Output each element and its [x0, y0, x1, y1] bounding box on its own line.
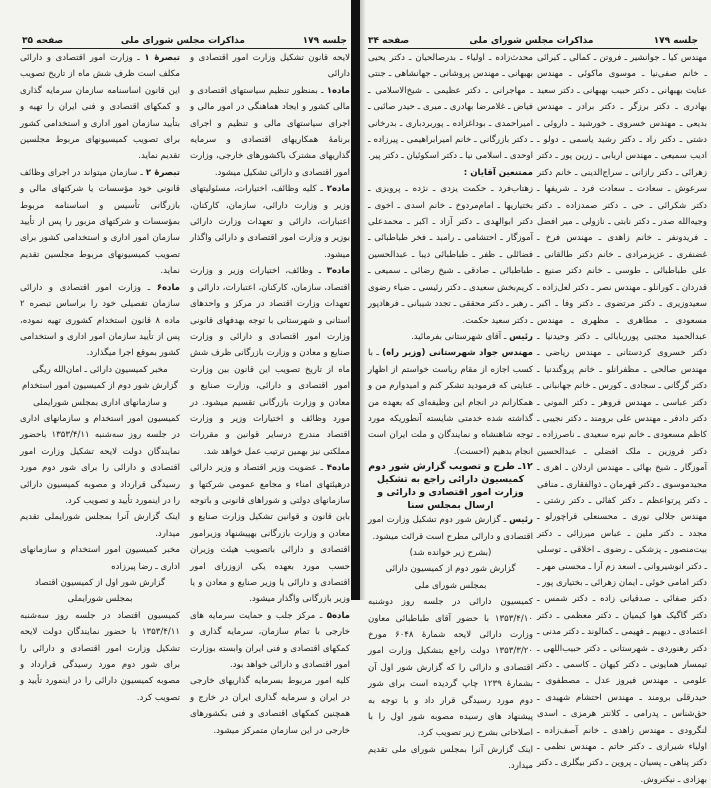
article-label: تبصرهٔ ۲: [145, 167, 180, 178]
article-label: ماده۶: [156, 282, 180, 293]
paragraph: مخبر کمیسیون امور استخدام و سازمانهای اداری ـ رضا پیرزاده: [20, 545, 180, 572]
centered-line: (بشرح زیر خوانده شد): [409, 547, 492, 558]
paragraph: اینک گزارش آنرا بمجلس شورایملی تقدیم میدارد.: [20, 512, 180, 539]
article-label: تبصرهٔ ۱: [144, 53, 180, 63]
article-text: ـ آقای شهرستانی بفرمائید.: [411, 331, 510, 342]
text-column: [20, 50, 180, 706]
centered-line: بمجلس شورای ملی: [414, 580, 487, 591]
article-paragraph: [190, 83, 350, 181]
paragraph: زهتاب‌فرد ـ حکمت یزدی ـ نژده ـ پرویزی ـ بختیاریها ـ امام‌مردوخ ـ خانم اسدی ـ اخوی ـ دکتر ابوالهدی ـ دکتر آزاد ـ اکبر ـ محمدعلی آموزگار ـ احتشامی ـ رامبد ـ فخر طباطبائی ـ فضائلی ـ ظفر ـ طباطبائی دیبا ـ عبدالحسین طباطبائی ـ صادقی ـ شیخ رضائی ـ سمیعی ـ کریم‌بخش سعیدی ـ دکتر رئیسی ـ ضیاء رضوی ـ رهبر ـ دکتر محققی ـ تجدد شیبانی ـ فرهادپور ـ دکتر سعید حکمت.: [368, 184, 533, 326]
paragraph: محدث‌زاده ـ اولیاء ـ بدرصالحیان ـ دکتر یحیی بهبهانی ـ مهندس پروشانی ـ جهانشاهی ـ جنتی ـ مهاجرانی ـ دکتر عظیمی ـ شیخ‌الاسلامی ـ فیاض ـ غلامرضا بهادری ـ میری ـ حیدر صائبی ـ امیراحمدی ـ بوداغزاده ـ پوربردباری ـ بدرخانی ـ دکتر بازرگانی ـ خانم امیرابراهیمی ـ پیرزاده ـ اوحدی ـ اسلامی نیا ـ دکتر اسکوئیان ـ دکتر پیر.: [368, 53, 533, 162]
article-text: ـ با کسب اجازه از مقام ریاست خواستم از اظهار عنایتی که فرمودید تشکر کنم و امیدوارم من و همکارانم در انجام این وظیفه‌ای که بعهده من گذاشته شده خدمتی شایسته آنطوریکه مورد توجه شاهنشاه و نمایندگان و ملت ایران است انجام بدهیم (احسنت).: [368, 348, 533, 457]
page-number: صفحه ۳۵: [22, 36, 64, 46]
article-paragraph: [190, 181, 350, 263]
text-column: [537, 50, 707, 788]
section-heading: ۱۲ـ طرح و تصویب گزارش شور دوم کمیسیون دارائی راجع به تشکیل وزارت امور اقتصادی و دارائی و ارسال بمجلس سنا: [368, 461, 533, 512]
book-spine: [351, 0, 360, 600]
right-page: [362, 0, 711, 785]
paragraph: کمیسیون امور استخدام و سازمانهای اداری در جلسه روز سه‌شنبه ۱۳۵۳/۴/۱۱ باحضور نمایندگان دولت لایحه تشکیل وزارت امور اقتصادی و دارائی را برای شور دوم مورد رسیدگی قرارداد و مصوبه کمیسیون دارائی را در اینمورد تأیید و تصویب کرد.: [20, 413, 180, 506]
paragraph: کمیسیون اقتصاد در جلسه روز سه‌شنبه ۱۳۵۳/۴/۱۱ با حضور نمایندگان دولت لایحه تشکیل وزارت امور اقتصادی و دارائی را برای شور دوم مورد رسیدگی قرارداد و مصوبه کمیسیون دارائی را در اینمورد تأیید و تصویب کرد.: [20, 610, 180, 703]
paragraph: کمیسیون دارائی در جلسه روز دوشنبه ۱۳۵۳/۴/۱۰ با حضور آقای طباطبائی معاون وزارت دارائی لایحه شمارهٔ ۶۰۴۸ مورخ ۱۳۵۳/۳/۲۰ دولت راجع بتشکیل وزارت امور اقتصادی و دارائی را که گزارش شور اول آن بشمارهٔ ۱۲۳۹ چاپ گردیده است برای شور دوم مورد رسیدگی قرار داد و با توجه به پیشنهاد های رسیده مصوبه شور اول را با اصلاحاتی بشرح زیر تصویب کرد.: [368, 597, 533, 739]
centered-line: بمجلس شورایملی: [67, 594, 133, 605]
article-paragraph: [190, 608, 350, 674]
article-text: ـ سازمان میتواند در اجرای وظائف قانونی خود مؤسسات یا شرکتهای مالی و بازرگانی تأسیس و اساسنامه مربوط بمؤسسات و شرکتهای مزبور را پس از تأیید سازمان امور اداری و استخدامی کشور برای تصویب کمیسیونهای مربوط مجلسین تقدیم نماید.: [20, 167, 180, 277]
page-number: صفحه ۳۴: [368, 36, 410, 46]
paragraph: کلیه امور مربوط بسرمایه گذاریهای خارجی در ایران و سرمایه گذاری ایران در خارج و همچنین کمکهای اقتصادی و فنی بکشورهای خارجی در این سازمان متمرکز میشود.: [190, 676, 350, 736]
page-header: [22, 34, 347, 49]
centered-line: مخبر کمیسیون دارائی ـ امان‌الله ریگی: [32, 364, 168, 375]
article-label: رئیس: [509, 515, 533, 526]
article-text: ـ بمنظور تنظیم سیاستهای اقتصادی و مالی کشور و ایجاد هماهنگی در امور مالی و اجرای سیاستهای مالی و تنظیم و اجرای برنامهٔ همکاریهای اقتصادی و سرمایه گذاریهای مشترک باکشورهای خارجی، وزارت امور اقتصادی و دارائی تشکیل میشود.: [190, 85, 350, 178]
centered-line: گزارش شور اول از کمیسیون اقتصاد: [34, 578, 166, 588]
article-text: ـ مرکز جلب و حمایت سرمایه های خارجی با تمام سازمان، سرمایه گذاری و کمکهای اقتصادی و فنی ایران وابسته بوزارت امور اقتصادی و دارائی خواهد بود.: [190, 610, 350, 671]
running-title: مذاکرات مجلس شورای ملی: [469, 36, 594, 46]
paragraph: ممتنعین آقایان :: [463, 167, 533, 178]
article-label: مهندس جواد شهرستانی (وزیر راه): [382, 348, 533, 359]
article-paragraph: [20, 280, 180, 362]
article-text: ـ وظائف، اختیارات وزیر و وزارت اقتصاد، سازمان، کارکنان، اعتبارات، دارائی و تعهدات وزارت اقتصاد در مرکز و واحدهای استانی و شهرستانی با توجه بهدفهای قانونی وزارت امور اقتصادی و دارائی و وزارت صنایع و معادن و وزارت بازرگانی ظرف شش ماه از تاریخ تصویب این قانون بین وزارت امور اقتصادی و دارائی، وزارت صنایع و معادن و وزارت بازرگانی تقسیم میشود. در مورد وظائف و اختیارات وزیر و وزارت اقتصاد مندرج درسایر قوانین و مقررات مملکتی نیز بهمین ترتیب عمل خواهد شد.: [190, 266, 350, 457]
article-text: ـ عضویت وزیر اقتصاد و وزیر دارائی درهیئتهای امناء و مجامع عمومی شرکتها و سازمانهای دولتی و شوراهای قانونی و باتوجه باین قانون و قوانین تشکیل وزارت صنایع و معادن و وزارت بازرگانی بهپیشنهاد وزیرامور اقتصادی و دارائی باتصویب هیئت وزیران حسب مورد بعهده یکی ازوزرای امور اقتصادی و دارائی یا وزیر صنایع و معادن و یا وزیر بازرگانی واگذار میشود.: [190, 463, 350, 605]
article-label: رئیس: [509, 331, 533, 342]
article-text: ـ کلیه وظائف، اختیارات، مسئولیتهای وزیر و وزارت دارائی، سازمان، کارکنان، اعتبارات، دارائی و تعهدات وزارت دارائی بوزیر و وزارت امور اقتصادی و دارائی واگذار میشود.: [190, 184, 350, 260]
centered-line: گزارش شور دوم از کمیسیون دارائی: [385, 564, 516, 575]
article-paragraph: [20, 50, 180, 165]
article-paragraph: [20, 165, 180, 280]
centered-line: گزارش شور دوم از کمیسیون امور استخدام و سازمانهای اداری بمجلس شورایملی: [21, 381, 179, 408]
left-page: [0, 0, 352, 736]
text-column: [368, 50, 533, 775]
article-text: ـ وزارت امور اقتصادی و دارائی سازمان تفصیلی خود را براساس تبصره ۲ ماده ۸ قانون استخدام کشوری تهیه نموده، پس از تأیید سازمان امور اداری و استخدامی کشور بموقع اجرا میگذارد.: [20, 282, 180, 359]
article-text: ـ گزارش شور دوم تشکیل وزارت امور اقتصادی و دارائی مطرح است قرائت میشود.: [368, 515, 533, 542]
article-paragraph: [368, 512, 533, 545]
session-number: جلسه ۱۷۹: [302, 36, 347, 46]
article-paragraph: [190, 460, 350, 608]
article-paragraph: [368, 345, 533, 460]
paragraph: مهندس کیا ـ جوانشیر ـ فروتن ـ کمالی ـ کبرائی ـ خانم صفی‌نیا ـ موسوی ماکوئی ـ مهندس عنایت بهبهانی ـ دکتر حبیب بهبهانی ـ دکتر سعید بهادری ـ دکتر برزگر ـ دکتر برادر ـ مهندس بدیعی ـ مهندس خسروی ـ خورشید ـ داروئی ـ دشتی ـ دکتر راد ـ دکتر رشید یاسمی ـ دولو ـ ادیب سمیعی ـ مهندس اربابی ـ زرین پور ـ دکتر زهرائی ـ دکتر رازانی ـ سراج‌الدینی ـ خانم دکتر سرعوش ـ سعادت ـ سعادت فرد ـ شریفها ـ دکتر شکرائی ـ حی ـ دکتر صمدزاده ـ دکتر وجیه‌الله صدر ـ دکتر نابتی ـ نازولی ـ میر افضل ـ فریدونفر ـ خانم زاهدی ـ مهندس فرخ ـ غضنفری ـ عزیزمرادی ـ خانم دکتر طالقانی ـ علی طباطبائی ـ طوسی ـ خانم دکتر صنیع ـ قدردان ـ کورانلو ـ مهندس نصر ـ دکتر لعل‌زاده ـ سعیدوزیری ـ دکتر مرتضوی ـ دکتر وفا ـ اکبر مسعودی ـ مطاهری ـ مظهری ـ مهندس عبدالحمید مجتبی پورربابائی ـ دکتر وحیدنیا ـ دکتر خسروی کردستانی ـ مهندس ریاضی ـ مهندس صالحی ـ مظفرانلو ـ خانم پروگندنیا ـ دکتر گرگانی ـ سجادی ـ کورس ـ خانم جهانبانی ـ دکتر عباسی ـ مهندس فروهر ـ دکتر المونی ـ دکتر دادفر ـ مهندس علی برومند ـ دکتر نجیبی ـ کاظم مسعودی ـ خانم نیره سعیدی ـ ناصرزاده ـ دکتر فروزین ـ ملک افضلی ـ عبدالحسین آموزگار ـ شیخ بهائی ـ مهندس اردلان ـ اهری ـ مجیدموسوی ـ دکتر قهرمان ـ ذوالفقاری ـ منافی ـ دکتر پرتواعظم ـ دکتر کفائی ـ دکتر رشتی ـ مهندس جلالی نوری ـ محسنعلی قراچورلو ـ مجدد ـ دکتر ملین ـ عباس میرزائی ـ دکتر بیت‌منصور ـ پزشکی ـ رضوی ـ اخلاقی ـ توسلی ـ دکتر انوشیروانی ـ اسعد زم آرا ـ محسنی مهر ـ دکتر امامی خوئی ـ ایمان زهرائی ـ بختیاری پور ـ دکتر صفائی ـ صدقیانی زاده ـ دکتر شمس ـ دکتر گاگیک هوا کیمیان ـ دکتر معظمی ـ دکتر اعتمادی ـ دیهیم ـ فهیمی ـ کمالوند ـ دکتر مدنی ـ دکتر رهنوردی ـ شهرستانی ـ دکتر حبیب‌اللهی ـ تیمسار همایونی ـ دکتر کیهان ـ کاسمی ـ دکتر علومی ـ مهندس فیروز عدل ـ مصطفوی ـ حیدرقلی برومند ـ مهندس احتشام شهیدی ـ حق‌شناس ـ پدرامی ـ کلانتر هرمزی ـ اسدی لنگرودی ـ مهندس زاهدی ـ خانم آصف‌زاده ـ اولیاء شیرازی ـ دکتر حاتم ـ مهندس نظمی ـ دکتر پناهی ـ پسیان ـ پروین ـ دکتر بیگلری ـ دکتر بهزادی ـ نیکنروش.: [536, 53, 707, 785]
article-text: ـ وزارت امور اقتصادی و دارائی مکلف است ظرف شش ماه از تاریخ تصویب این قانون اساسنامه سازمان سرمایه گذاری و کمکهای اقتصادی و فنی ایران را تهیه و بتأیید سازمان امور اداری و استخدامی کشور برای تصویب کمیسیونهای مربوط مجلسین تقدیم نماید.: [20, 53, 180, 162]
running-title: مذاکرات مجلس شورای ملی: [120, 36, 245, 46]
article-label: ماده۳: [326, 266, 350, 277]
article-label: ماده۱: [326, 85, 350, 96]
text-column: [190, 50, 350, 739]
article-label: ماده۲: [326, 184, 350, 195]
article-paragraph: [368, 329, 533, 345]
session-number: جلسه ۱۷۹: [653, 36, 698, 46]
paragraph: اینک گزارش آنرا بمجلس شورای ملی تقدیم میدارد.: [368, 744, 533, 772]
article-label: ماده۴: [326, 463, 350, 474]
article-label: ماده۵: [326, 610, 350, 621]
page-header: [368, 34, 698, 49]
article-paragraph: [190, 263, 350, 460]
paragraph: لایحه قانون تشکیل وزارت امور اقتصادی و دارائی: [190, 53, 350, 80]
